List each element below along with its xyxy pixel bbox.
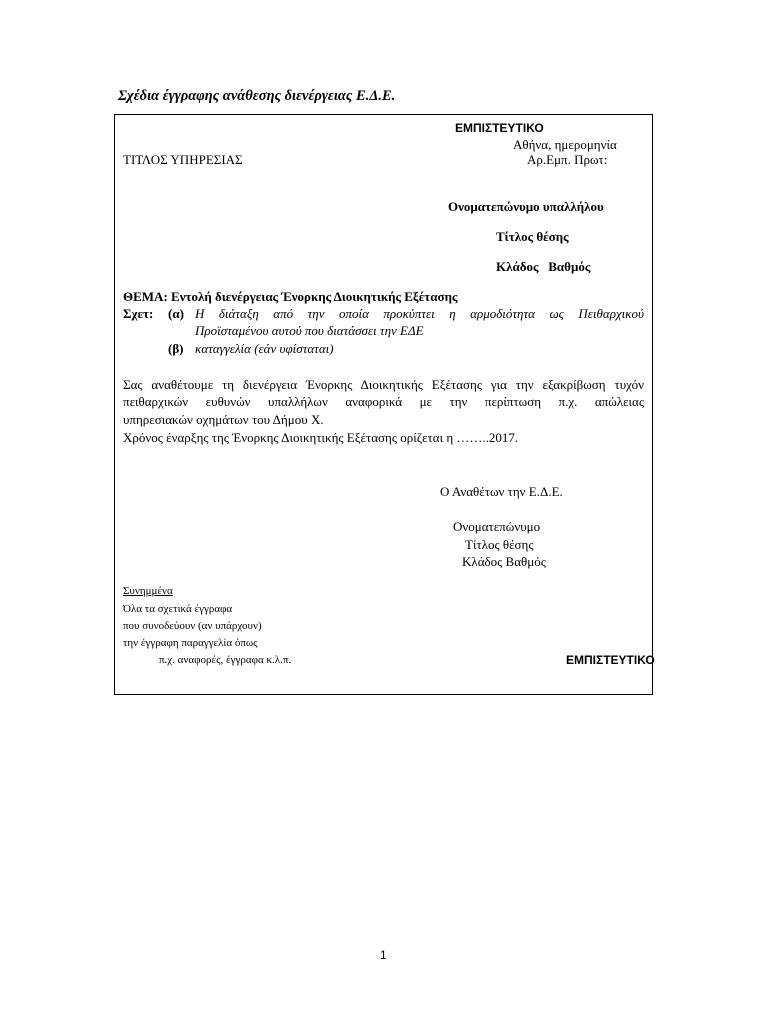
recipient-name: Ονοματεπώνυμο υπαλλήλου bbox=[448, 199, 604, 214]
signatory-name: Ονοματεπώνυμο bbox=[453, 519, 541, 534]
confidential-mark-bottom: ΕΜΠΙΣΤΕΥΤΙΚΟ bbox=[566, 653, 655, 667]
body-line-2: πειθαρχικών ευθυνών υπαλλήλων αναφορικά με την περίπτωση π.χ. απώλειας bbox=[123, 394, 644, 409]
confidential-mark-top: ΕΜΠΙΣΤΕΥΤΙΚΟ bbox=[455, 121, 544, 135]
attachments-line-3: την έγγραφη παραγγελία όπως bbox=[123, 637, 258, 649]
attachments-line-2: που συνοδεύουν (αν υπάρχουν) bbox=[123, 620, 262, 632]
body-line-1: Σας αναθέτουμε τη διενέργεια Ένορκης Διοικητικής Εξέτασης για την εξακρίβωση τυχόν bbox=[123, 377, 644, 392]
body-line-4: Χρόνος έναρξης της Ένορκης Διοικητικής Εξέτασης ορίζεται η ……..2017. bbox=[123, 430, 519, 445]
body-line-3: υπηρεσιακών οχημάτων του Δήμου Χ. bbox=[123, 412, 324, 427]
subject-line bbox=[123, 289, 457, 305]
signatory-branch-grade: Κλάδος Βαθμός bbox=[462, 554, 546, 569]
attachments-label: Συνημμένα bbox=[123, 585, 173, 597]
service-title: ΤΙΤΛΟΣ ΥΠΗΡΕΣΙΑΣ bbox=[123, 152, 243, 167]
signatory-role: Ο Αναθέτων την Ε.Δ.Ε. bbox=[440, 484, 563, 499]
reference-a-label: (α) bbox=[168, 306, 184, 321]
reference-b-label: (β) bbox=[168, 341, 184, 356]
subject-label: ΘΕΜΑ: bbox=[123, 289, 168, 304]
document-heading: Σχέδια έγγραφης ανάθεσης διενέργειας Ε.Δ.Ε. bbox=[118, 88, 396, 104]
attachments-line-1: Όλα τα σχετικά έγγραφα bbox=[123, 603, 233, 615]
reference-b-text: καταγγελία (εάν υφίσταται) bbox=[195, 341, 334, 356]
page-number: 1 bbox=[380, 948, 387, 962]
reference-a-line1: Η διάταξη από την οποία προκύπτει η αρμοδιότητα ως Πειθαρχικού bbox=[195, 306, 644, 321]
signatory-position: Τίτλος θέσης bbox=[465, 537, 534, 552]
protocol-number: Αρ.Εμπ. Πρωτ: bbox=[527, 152, 608, 167]
recipient-branch-grade: Κλάδος Βαθμός bbox=[496, 259, 591, 274]
reference-label: Σχετ: bbox=[123, 306, 154, 321]
recipient-position: Τίτλος θέσης bbox=[496, 229, 569, 244]
reference-a-line2: Προϊσταμένου αυτού που διατάσσει την ΕΔΕ bbox=[195, 323, 424, 338]
place-date: Αθήνα, ημερομηνία bbox=[513, 137, 617, 152]
attachments-line-4: π.χ. αναφορές, έγγραφα κ.λ.π. bbox=[159, 654, 292, 666]
subject-text: Εντολή διενέργειας Ένορκης Διοικητικής Εξέτασης bbox=[171, 289, 458, 304]
